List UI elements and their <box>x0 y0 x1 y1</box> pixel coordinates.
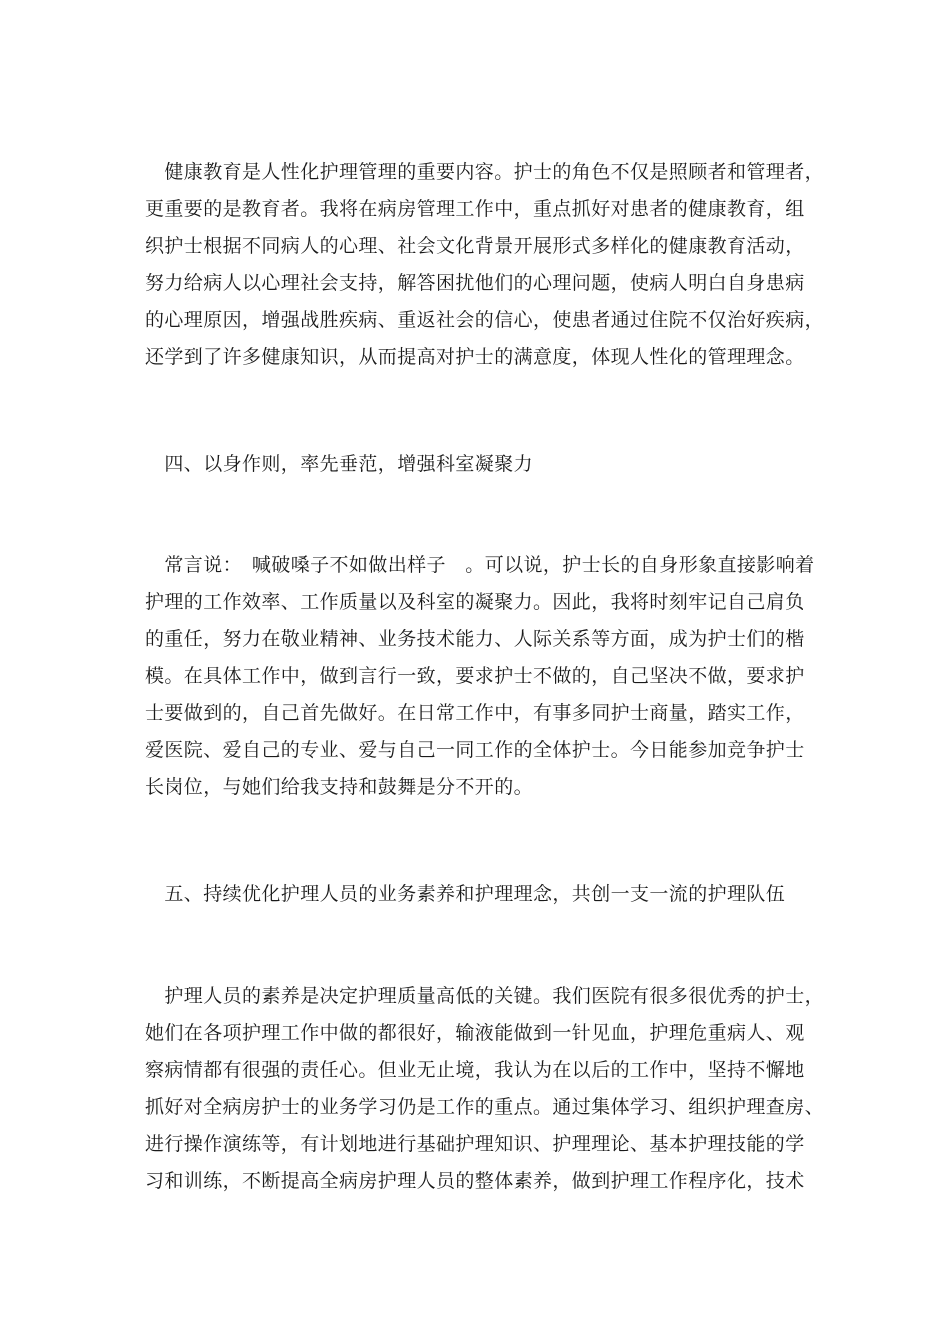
paragraph-3-line-2: 她们在各项护理工作中做的都很好，输液能做到一针见血，护理危重病人、观 <box>145 1022 805 1044</box>
paragraph-2-line-4: 模。在具体工作中，做到言行一致，要求护士不做的，自己坚决不做，要求护 <box>145 665 805 687</box>
paragraph-2-line-6: 爱医院、爱自己的专业、爱与自己一同工作的全体护士。今日能参加竞争护士 <box>145 739 805 761</box>
paragraph-2-line-7: 长岗位，与她们给我支持和鼓舞是分不开的。 <box>145 776 534 798</box>
paragraph-1-line-2: 更重要的是教育者。我将在病房管理工作中，重点抓好对患者的健康教育，组 <box>145 198 805 220</box>
paragraph-2-line-3: 的重任，努力在敬业精神、业务技术能力、人际关系等方面，成为护士们的楷 <box>145 628 805 650</box>
paragraph-2-line-5: 士要做到的，自己首先做好。在日常工作中，有事多同护士商量，踏实工作， <box>145 702 805 724</box>
section-heading-4: 四、以身作则，率先垂范，增强科室凝聚力 <box>145 453 534 475</box>
paragraph-2-line-1: 常言说： 喊破嗓子不如做出样子 。可以说，护士长的自身形象直接影响着 <box>145 554 815 576</box>
paragraph-3-line-1: 护理人员的素养是决定护理质量高低的关键。我们医院有很多很优秀的护士， <box>145 985 825 1007</box>
paragraph-3-line-6: 习和训练，不断提高全病房护理人员的整体素养，做到护理工作程序化，技术 <box>145 1170 805 1192</box>
paragraph-3-line-5: 进行操作演练等，有计划地进行基础护理知识、护理理论、基本护理技能的学 <box>145 1133 805 1155</box>
paragraph-1-line-5: 的心理原因，增强战胜疾病、重返社会的信心，使患者通过住院不仅治好疾病， <box>145 309 825 331</box>
paragraph-1-line-6: 还学到了许多健康知识，从而提高对护士的满意度，体现人性化的管理理念。 <box>145 346 805 368</box>
paragraph-1-line-1: 健康教育是人性化护理管理的重要内容。护士的角色不仅是照顾者和管理者， <box>145 161 825 183</box>
paragraph-3-line-3: 察病情都有很强的责任心。但业无止境，我认为在以后的工作中，坚持不懈地 <box>145 1059 805 1081</box>
paragraph-1-line-3: 织护士根据不同病人的心理、社会文化背景开展形式多样化的健康教育活动， <box>145 235 805 257</box>
paragraph-3-line-4: 抓好对全病房护士的业务学习仍是工作的重点。通过集体学习、组织护理查房、 <box>145 1096 825 1118</box>
section-heading-5: 五、持续优化护理人员的业务素养和护理理念，共创一支一流的护理队伍 <box>145 883 786 905</box>
paragraph-2-line-2: 护理的工作效率、工作质量以及科室的凝聚力。因此，我将时刻牢记自己肩负 <box>145 591 805 613</box>
paragraph-1-line-4: 努力给病人以心理社会支持，解答困扰他们的心理问题，使病人明白自身患病 <box>145 272 805 294</box>
